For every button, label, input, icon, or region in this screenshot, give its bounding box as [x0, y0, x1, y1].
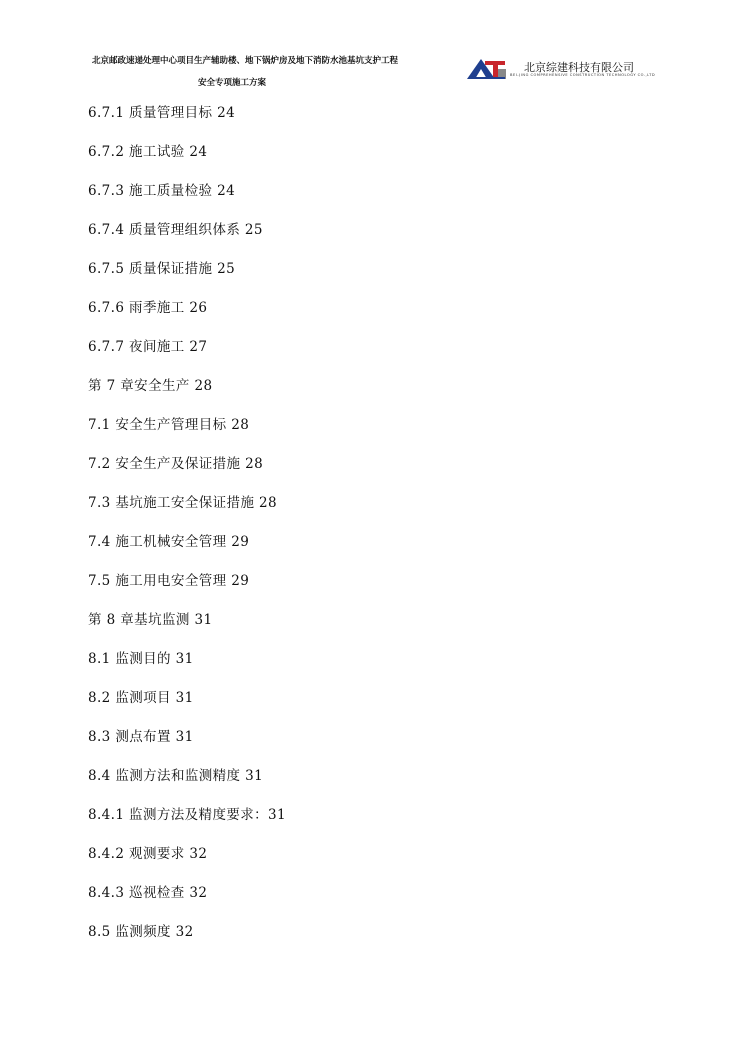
toc-entry: 6.7.5 质量保证措施 25	[88, 261, 236, 277]
toc-entry: 7.4 施工机械安全管理 29	[88, 534, 250, 550]
toc-entry: 6.7.6 雨季施工 26	[88, 300, 208, 316]
toc-chapter-heading: 第 8 章基坑监测 31	[88, 612, 213, 628]
toc-entry: 7.1 安全生产管理目标 28	[88, 417, 250, 433]
toc-entry: 6.7.2 施工试验 24	[88, 144, 208, 160]
toc-entry: 8.4.2 观测要求 32	[88, 846, 208, 862]
toc-entry: 8.4.3 巡视检查 32	[88, 885, 208, 901]
toc-entry: 8.4 监测方法和监测精度 31	[88, 768, 264, 784]
toc-entry: 8.4.1 监测方法及精度要求：31	[88, 807, 287, 823]
toc-entry: 6.7.3 施工质量检验 24	[88, 183, 236, 199]
toc-entry: 7.2 安全生产及保证措施 28	[88, 456, 264, 472]
company-name-en: BEI-JING COMPREHENSIVE CONSTRUCTION TECHNOLOGY CO.,LTD	[510, 73, 656, 77]
toc-entry: 8.3 测点布置 31	[88, 729, 194, 745]
toc-entry: 8.2 监测项目 31	[88, 690, 194, 706]
toc-entry: 6.7.7 夜间施工 27	[88, 339, 208, 355]
toc-chapter-heading: 第 7 章安全生产 28	[88, 378, 213, 394]
document-subtitle: 安全专项施工方案	[198, 78, 267, 88]
toc-entry: 6.7.1 质量管理目标 24	[88, 105, 236, 121]
company-name: 北京综建科技有限公司	[524, 61, 634, 74]
toc-entry: 7.3 基坑施工安全保证措施 28	[88, 495, 278, 511]
page-header	[0, 0, 744, 90]
toc-entry: 8.1 监测目的 31	[88, 651, 194, 667]
toc-entry: 8.5 监测频度 32	[88, 924, 194, 940]
document-title: 北京邮政速递处理中心项目生产辅助楼、地下锅炉房及地下消防水池基坑支护工程	[92, 56, 399, 66]
toc-entry: 7.5 施工用电安全管理 29	[88, 573, 250, 589]
company-logo	[467, 57, 507, 79]
toc-entry: 6.7.4 质量管理组织体系 25	[88, 222, 263, 238]
table-of-contents	[88, 100, 688, 958]
